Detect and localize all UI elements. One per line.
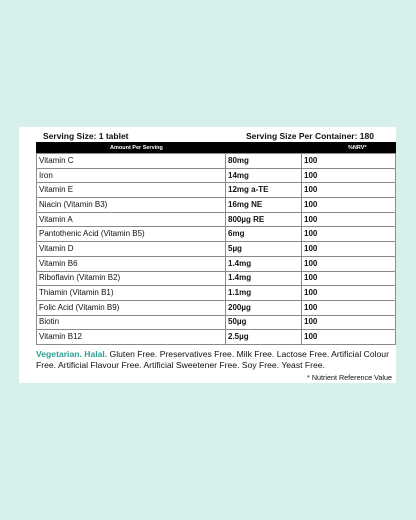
nutrient-nrv: 100 [302,242,396,257]
nutrient-nrv: 100 [302,256,396,271]
nutrient-name: Riboflavin (Vitamin B2) [37,271,226,286]
nrv-header: %NRV* [348,144,367,151]
nutrient-nrv: 100 [302,212,396,227]
nutrient-amount: 1.4mg [226,271,302,286]
nutrient-amount: 14mg [226,168,302,183]
nutrient-name: Vitamin D [37,242,226,257]
nutrient-name: Vitamin E [37,183,226,198]
nutrient-name: Vitamin B12 [37,330,226,345]
dietary-highlight: Vegetarian. Halal. [36,349,108,359]
nutrient-nrv: 100 [302,330,396,345]
nutrient-name: Vitamin C [37,154,226,169]
dietary-statement [36,349,394,370]
nutrient-name: Folic Acid (Vitamin B9) [37,300,226,315]
table-row [37,330,396,345]
nutrient-amount: 1.4mg [226,256,302,271]
table-row [37,242,396,257]
nutrient-amount: 5µg [226,242,302,257]
nutrient-name: Vitamin A [37,212,226,227]
amount-per-serving-header: Amount Per Serving [110,144,163,151]
nutrient-amount: 16mg NE [226,198,302,213]
nutrient-amount: 80mg [226,154,302,169]
nutrient-nrv: 100 [302,154,396,169]
nutrient-nrv: 100 [302,168,396,183]
nutrient-amount: 2.5µg [226,330,302,345]
table-row [37,183,396,198]
servings-per-container: Serving Size Per Container: 180 [245,131,374,141]
table-row [37,154,396,169]
nutrient-nrv: 100 [302,227,396,242]
table-row [37,168,396,183]
table-row [37,271,396,286]
table-header-bar [36,142,396,153]
nutrition-panel [19,127,396,383]
nutrient-nrv: 100 [302,300,396,315]
table-row [37,212,396,227]
nutrient-nrv: 100 [302,198,396,213]
nutrient-name: Pantothenic Acid (Vitamin B5) [37,227,226,242]
nutrient-amount: 200µg [226,300,302,315]
dietary-text: Gluten Free. Preservatives Free. Milk Free. Lactose Free. Artificial Colour Free. Artificial Flavour Free. Artificial Sweetener Free. Soy Free. Yeast Free. [36,349,389,370]
nutrient-amount: 6mg [226,227,302,242]
nutrient-amount: 12mg a-TE [226,183,302,198]
nutrient-name: Thiamin (Vitamin B1) [37,286,226,301]
nutrient-nrv: 100 [302,183,396,198]
table-row [37,300,396,315]
nutrient-nrv: 100 [302,315,396,330]
table-row [37,286,396,301]
table-row [37,256,396,271]
nutrient-nrv: 100 [302,286,396,301]
nutrient-amount: 800µg RE [226,212,302,227]
nutrient-name: Vitamin B6 [37,256,226,271]
nutrient-nrv: 100 [302,271,396,286]
serving-size: Serving Size: 1 tablet [43,131,129,141]
nutrient-name: Biotin [37,315,226,330]
nutrient-amount: 1.1mg [226,286,302,301]
table-row [37,227,396,242]
nutrition-table [36,153,396,345]
nrv-footnote: * Nutrient Reference Value [307,373,392,382]
table-row [37,315,396,330]
table-row [37,198,396,213]
nutrient-amount: 50µg [226,315,302,330]
nutrient-name: Iron [37,168,226,183]
nutrient-name: Niacin (Vitamin B3) [37,198,226,213]
